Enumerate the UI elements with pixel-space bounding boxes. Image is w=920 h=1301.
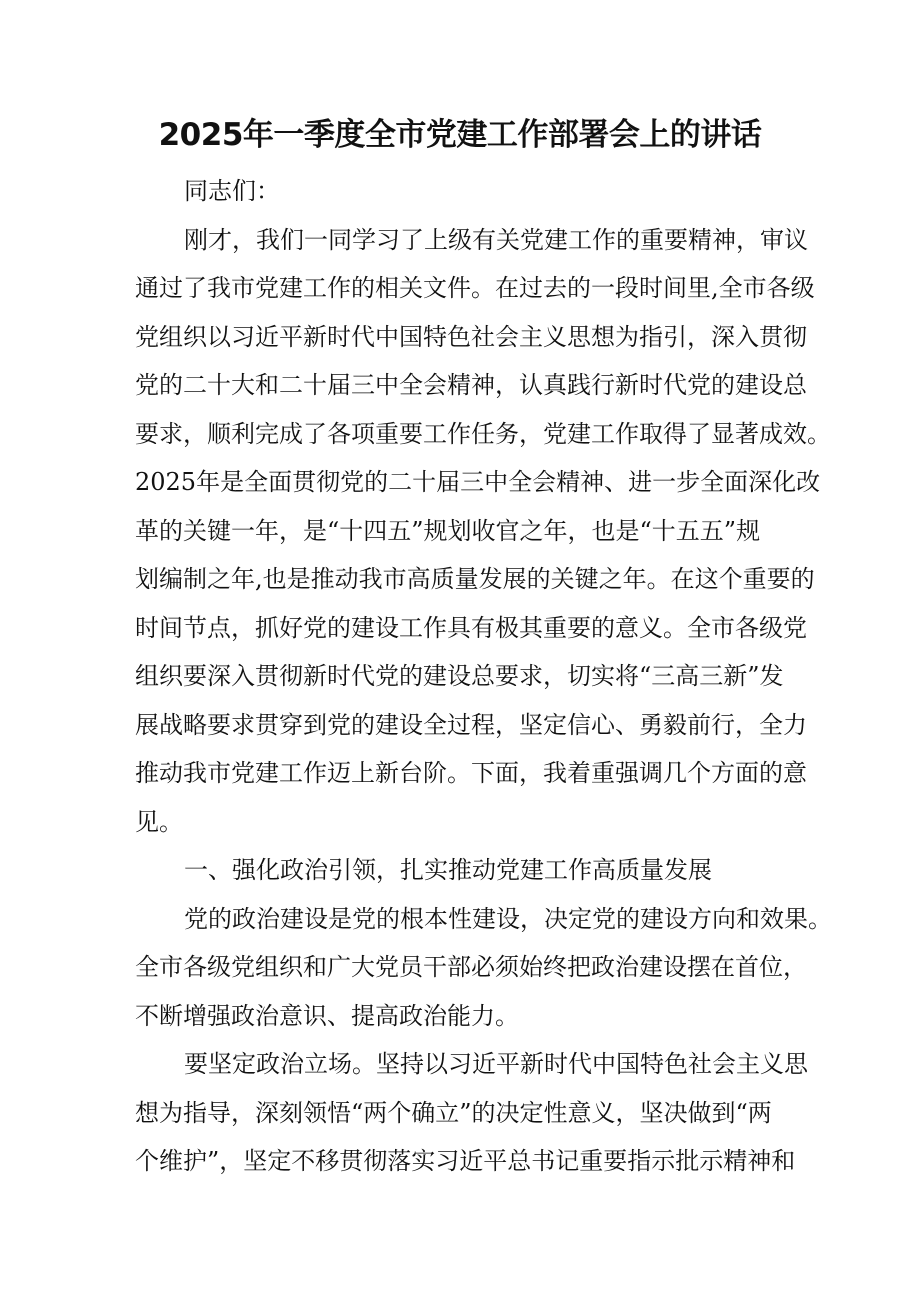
paragraph-line: 展战略要求贯穿到党的建设全过程，坚定信心、勇毅前行，全力 [135, 711, 807, 739]
paragraph-line: 个维护”，坚定不移贯彻落实习近平总书记重要指示批示精神和 [135, 1147, 796, 1175]
greeting: 同志们： [184, 177, 280, 205]
paragraph-line: 全市各级党组织和广大党员干部必须始终把政治建设摆在首位， [135, 953, 807, 981]
paragraph-line: 革的关键一年，是“十四五”规划收官之年，也是“十五五”规 [135, 517, 761, 545]
paragraph-line: 要求，顺利完成了各项重要工作任务，党建工作取得了显著成效。 [135, 420, 831, 448]
paragraph-line: 党的政治建设是党的根本性建设，决定党的建设方向和效果。 [184, 905, 832, 933]
paragraph-line: 推动我市党建工作迈上新台阶。下面，我着重强调几个方面的意 [135, 759, 807, 787]
paragraph-line: 通过了我市党建工作的相关文件。在过去的一段时间里,全市各级 [135, 274, 815, 302]
paragraph-line: 时间节点，抓好党的建设工作具有极其重要的意义。全市各级党 [135, 614, 807, 642]
section-heading: 一、强化政治引领，扎实推动党建工作高质量发展 [184, 856, 712, 884]
paragraph-line: 想为指导，深刻领悟“两个确立”的决定性意义，坚决做到“两 [135, 1099, 772, 1127]
paragraph-line: 刚才，我们一同学习了上级有关党建工作的重要精神，审议 [184, 226, 808, 254]
paragraph-line: 见。 [135, 808, 183, 836]
paragraph-line: 要坚定政治立场。坚持以习近平新时代中国特色社会主义思 [184, 1050, 808, 1078]
paragraph-line: 不断增强政治意识、提高政治能力。 [135, 1002, 519, 1030]
document-title: 2025年一季度全市党建工作部署会上的讲话 [158, 117, 762, 153]
paragraph-line: 党的二十大和二十届三中全会精神，认真践行新时代党的建设总 [135, 371, 807, 399]
paragraph-line: 2025年是全面贯彻党的二十届三中全会精神、进一步全面深化改 [135, 468, 821, 496]
paragraph-line: 划编制之年,也是推动我市高质量发展的关键之年。在这个重要的 [135, 565, 815, 593]
paragraph-line: 党组织以习近平新时代中国特色社会主义思想为指引，深入贯彻 [135, 323, 807, 351]
paragraph-line: 组织要深入贯彻新时代党的建设总要求，切实将“三高三新”发 [135, 662, 784, 690]
